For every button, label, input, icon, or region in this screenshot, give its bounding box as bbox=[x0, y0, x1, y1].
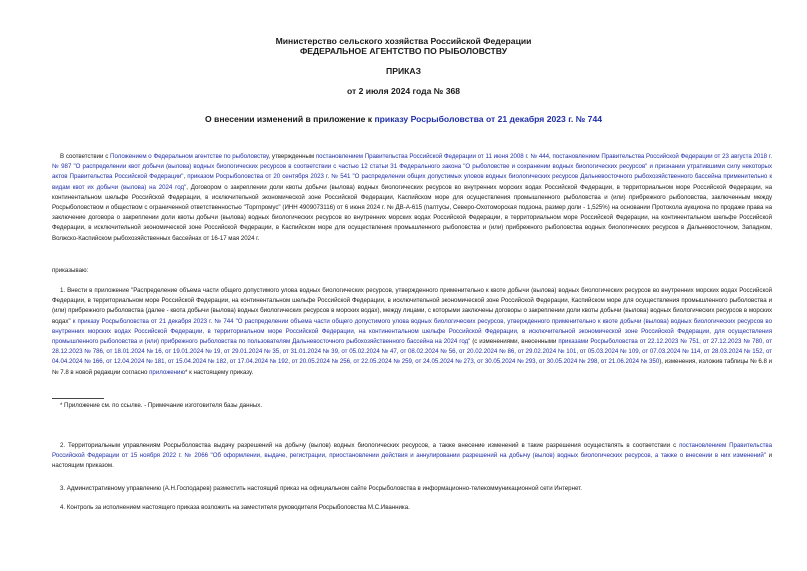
footnote-divider bbox=[52, 398, 104, 399]
footnote: * Приложение см. по ссылке. - Примечание изготовителя базы данных. bbox=[60, 402, 263, 409]
item-2-paragraph bbox=[52, 441, 772, 472]
order-word: приказываю: bbox=[52, 267, 89, 274]
preamble-text-1: В соответствии с bbox=[60, 153, 111, 160]
preamble-text-4: , bbox=[183, 173, 188, 181]
agency-name: ФЕДЕРАЛЬНОЕ АГЕНТСТВО ПО РЫБОЛОВСТВУ bbox=[299, 46, 508, 56]
item-1-text-1: 1. Внести в приложение "Распределение объема части общего допустимого улова водных биологических ресурсов, утвержденного применительно к квоте добычи (вылова) водных биологических ресурсов во внутренних морских водах Российской Федерации, в территориальном море Российской Федерации, на континентальном шельфе Российской Федерации, в исключительной экономической зоне Российской Федерации, Каспийском море для осуществления промышленного рыболовства и (или) прибрежного рыболовства (далее - квота добычи (вылова) водных биологических ресурсов в морских водах), между лицами, с которыми заключены договоры о закреплении доли квоты добычи (вылова) водных биологических ресурсов в морских водах" bbox=[52, 287, 772, 325]
item-1-link-amendments[interactable]: приказами Росрыболовства от 22.12.2023 № 751, от 27.12.2023 № 780, от 28.12.2023 № 786, от 18.01.2024 № 16, от 19.01.2024 № 19, от 29.01.2024 № 35, от 31.01.2024 № 39, от 05.02.2024 № 47, от 08.02.2024 № 56, от 20.02.2024 № 86, от 29.02.2024 № 101, от 05.03.2024 № 109, от 07.03.2024 № 114, от 28.03.2024 № 152, от 04.04.2024 № 166, от 12.04.2024 № 181, от 15.04.2024 № 182, от 17.04.2024 № 192, от 20.05.2024 № 256, от 22.05.2024 № 259, от 24.05.2024 № 273, от 30.05.2024 № 293, от 30.05.2024 № 298, от 21.06.2024 № 350 bbox=[52, 338, 772, 366]
doc-title-text: О внесении изменений в приложение к bbox=[204, 114, 375, 124]
item-1-link-order-744[interactable]: к приказу Росрыболовства от 21 декабря 2023 г. № 744 "О распределении объема части общего допустимого улова водных биологических ресурсов, утвержденного применительно к квоте добычи (вылова) водных биологических ресурсов во внутренних морских водах Российской Федерации, в территориальном море Российской Федерации, на континентальном шельфе Российской Федерации, в исключительной экономической зоне Российской Федерации, для осуществления промышленного рыболовства и (или) прибрежного рыболовства по пользователям Дальневосточного рыбохозяйственного бассейна на 2024 год" bbox=[52, 317, 772, 346]
item-1-text-3: ), изменения, изложив таблицы № 6.8 и № 7.8 в новой редакции согласно bbox=[52, 358, 772, 376]
preamble-paragraph bbox=[52, 152, 772, 244]
item-4-paragraph: 4. Контроль за исполнением настоящего приказа возложить на заместителя руководителя Росрыболовства М.С.Иванника. bbox=[60, 504, 410, 511]
doc-type: ПРИКАЗ bbox=[386, 66, 421, 76]
preamble-text-2: , утвержденным bbox=[268, 153, 316, 160]
doc-title-link[interactable]: приказу Росрыболовства от 21 декабря 2023 г. № 744 bbox=[374, 114, 603, 124]
doc-title bbox=[0, 114, 807, 124]
preamble-text-5: , Договором о закреплении доли квоты добычи (вылова) водных биологических ресурсов во внутренних морских водах Российской Федерации, в территориальном море Российской Федерации, на континентальном шельфе Российской Федерации, в исключительной экономической зоне Российской Федерации, Каспийском море для осуществления промышленного рыболовства и (или) прибрежного рыболовства, заключенным между Росрыболовством и обществом с ограниченной ответственностью "Торгпромус" (ИНН 4909073116) от 6 июня 2024 г. № ДВ-А-615 (палтусы, Северо-Охотоморская подзона, размер доли - 1,525%) на основании Протокола аукциона по продаже права на заключение договора о закреплении доли квоты добычи (вылова) водных биологических ресурсов во внутренних морских водах Российской Федерации, в территориальном море Российской Федерации, на континентальном шельфе Российской Федерации, в исключительной экономической зоне Российской Федерации, в Каспийском море для осуществления промышленного рыболовства и (или) прибрежного рыболовства водных биологических ресурсов в Дальневосточном, Западном, Волжско-Каспийском рыбохозяйственных бассейнах от 16-17 мая 2024 г. bbox=[52, 183, 772, 242]
item-2-link-resolution-2066[interactable]: постановлением Правительства Российской Федерации от 15 ноября 2022 г. № 2066 "Об оформлении, выдаче, регистрации, приостановлении действия и аннулировании разрешений на добычу (вылов) водных биологических ресурсов, а также о внесении в них изменений" bbox=[52, 442, 772, 460]
preamble-text-3: , bbox=[549, 153, 553, 160]
ministry-name: Министерство сельского хозяйства Российской Федерации bbox=[275, 36, 532, 46]
preamble-link-4[interactable]: приказом Росрыболовства от 20 сентября 2023 г. № 541 "О распределении общих допустимых уловов водных биологических ресурсов Дальневосточного рыбохозяйственного бассейна применительно к видам квот их добычи (вылова) на 2024 год" bbox=[52, 173, 772, 191]
item-3-paragraph: 3. Административному управлению (А.Н.Господарев) разместить настоящий приказ на официальном сайте Росрыболовства в информационно-телекоммуникационной сети Интернет. bbox=[60, 485, 582, 492]
doc-date-number: от 2 июля 2024 года № 368 bbox=[346, 86, 461, 96]
preamble-link-1[interactable]: Положением о Федеральном агентстве по рыболовству bbox=[110, 153, 269, 160]
item-1-text-2: (с изменениями, внесенными bbox=[470, 338, 559, 346]
item-1-paragraph bbox=[52, 286, 772, 378]
item-2-text-1: 2. Территориальным управлениям Росрыболовства выдачу разрешений на добычу (вылов) водных биологических ресурсов, а также внесение изменений в такие разрешения осуществлять в соответствии с bbox=[60, 442, 680, 449]
item-1-text-4: * к настоящему приказу. bbox=[185, 368, 254, 376]
preamble-link-2[interactable]: постановлением Правительства Российской Федерации от 11 июня 2008 г. № 444 bbox=[315, 153, 550, 160]
item-2-text-2: и настоящим приказом. bbox=[52, 452, 772, 470]
item-1-link-appendix[interactable]: приложению bbox=[149, 368, 186, 376]
preamble-link-3[interactable]: постановлением Правительства Российской Федерации от 23 августа 2018 г. № 987 "О распределении квот добычи (вылова) водных биологических ресурсов в соответствии с частью 12 статьи 31 Федерального закона "О рыболовстве и сохранении водных биологических ресурсов" и признании утратившими силу некоторых актов Правительства Российской Федерации" bbox=[52, 153, 773, 181]
